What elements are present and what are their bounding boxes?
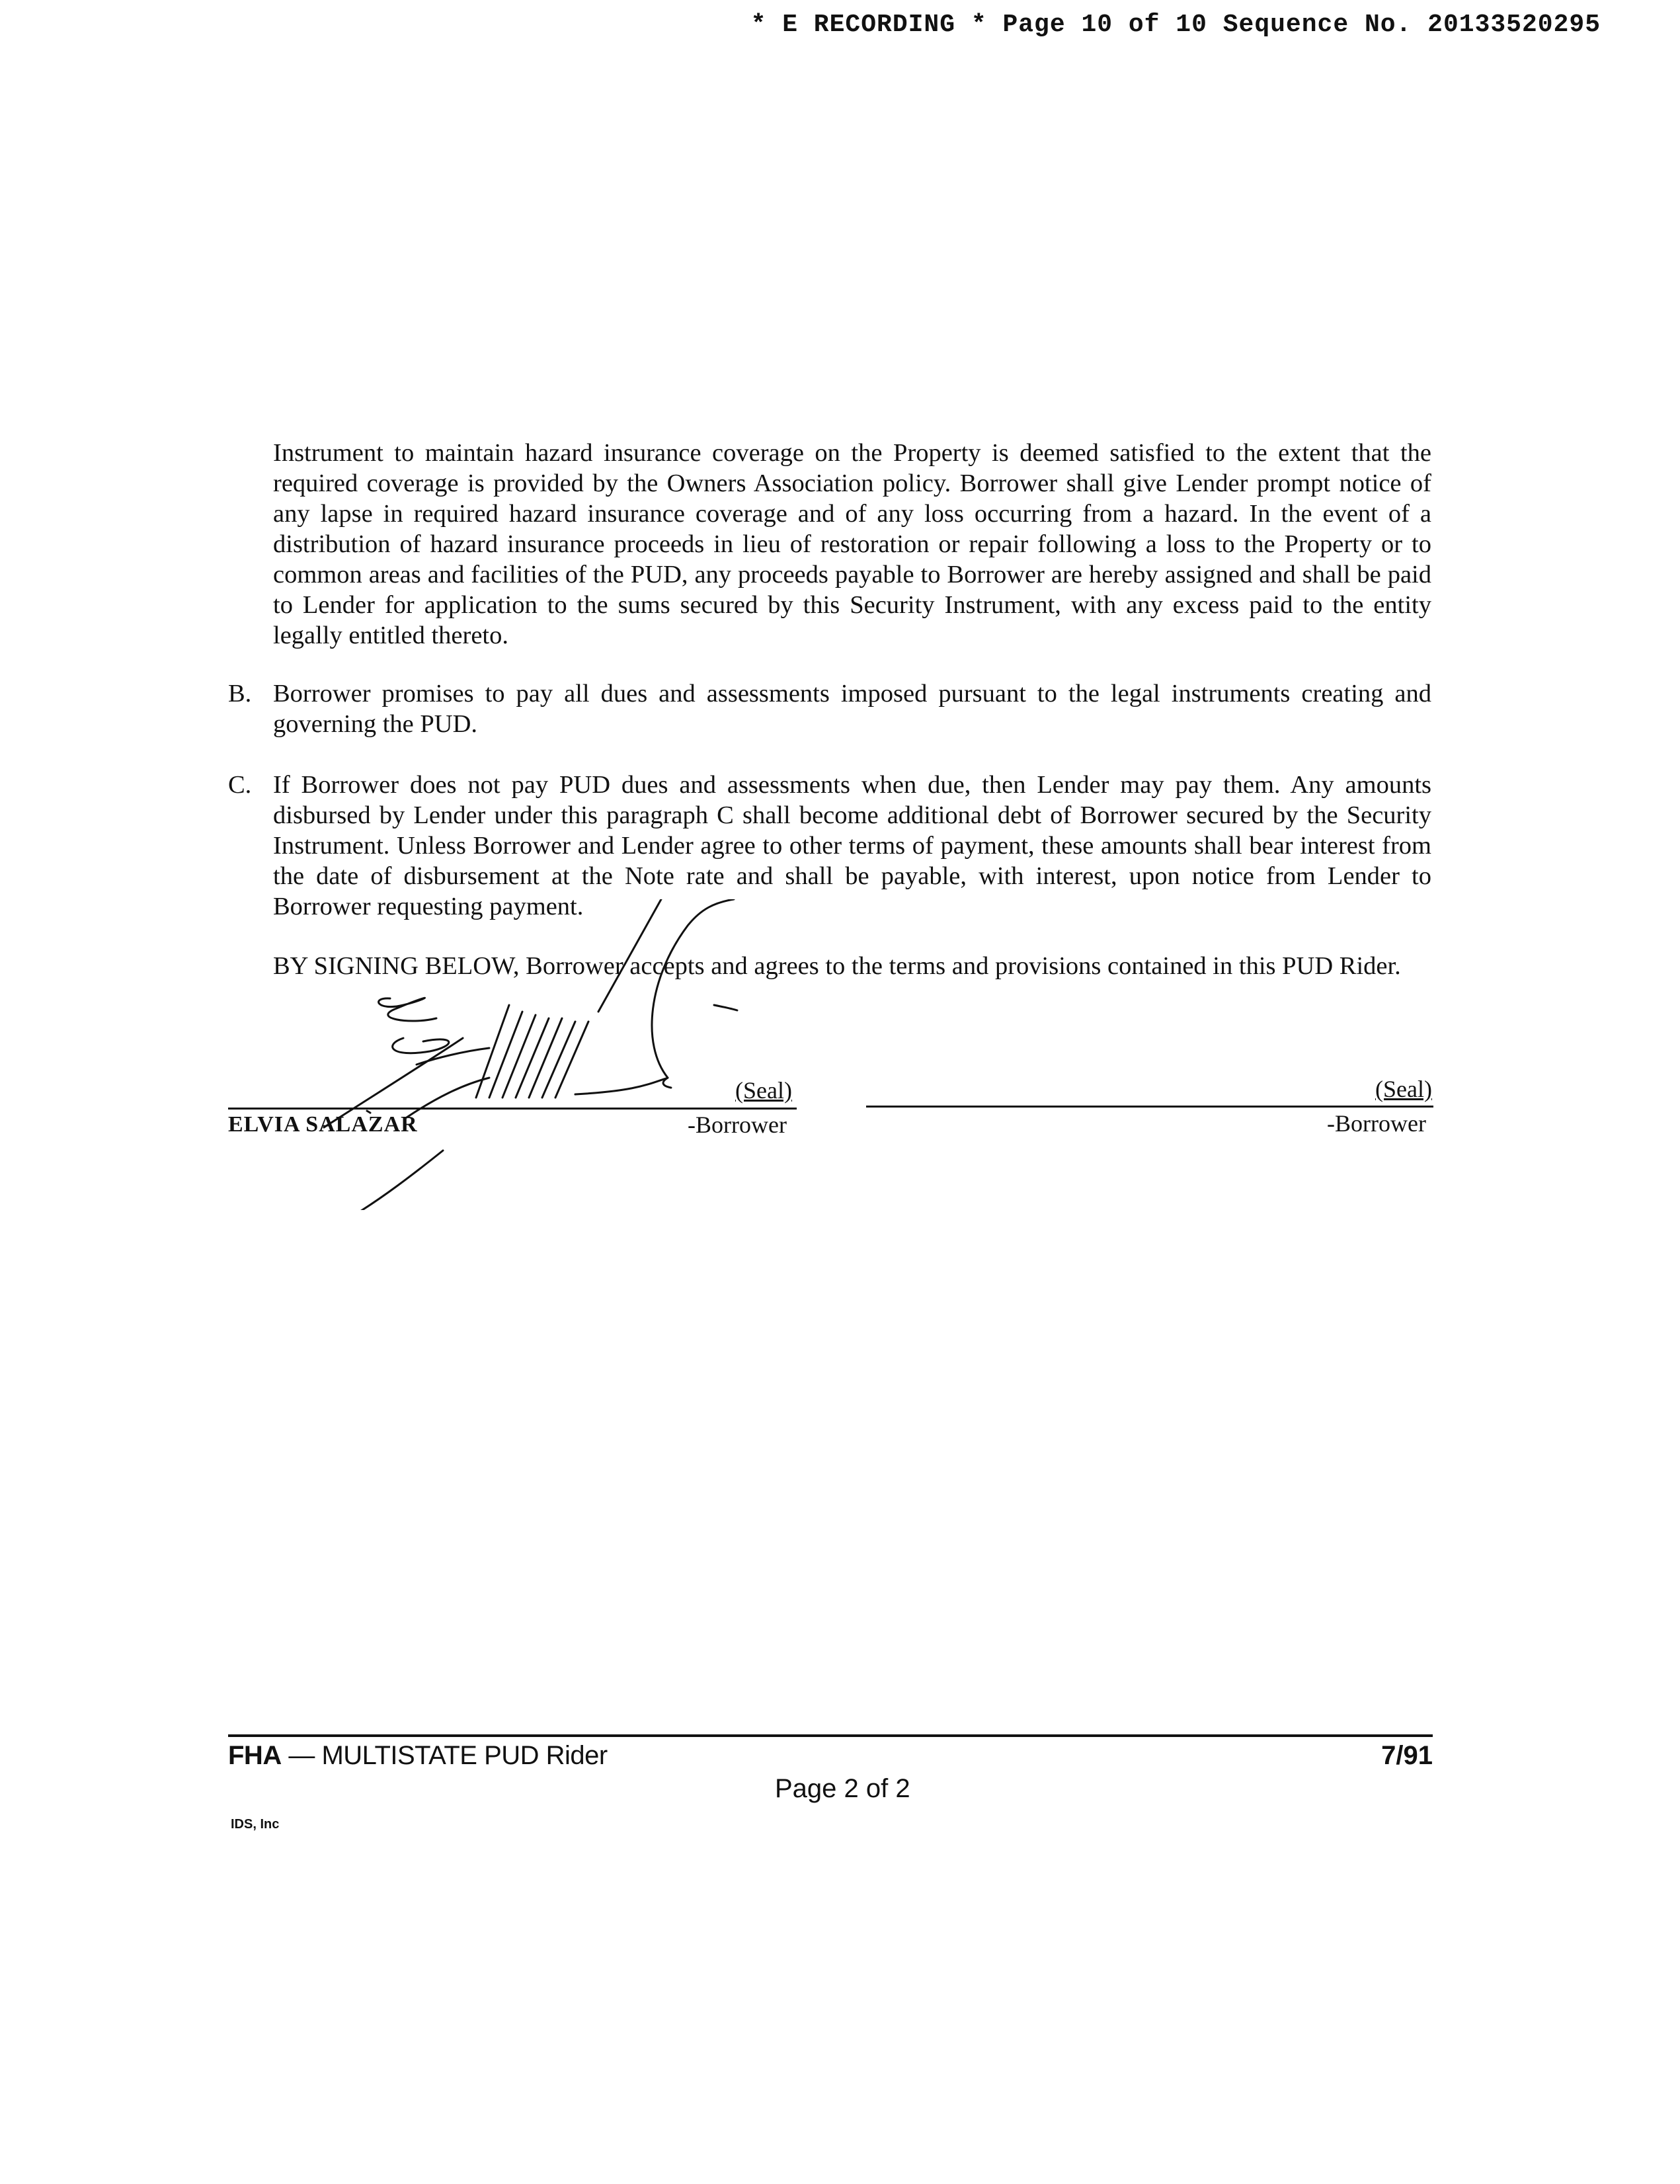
borrower-role-label: -Borrower [1327,1110,1426,1137]
signing-statement: BY SIGNING BELOW, Borrower accepts and agrees to the terms and provisions contained in this PUD Rider. [273,952,1401,980]
handwritten-signature [238,899,780,1210]
page-number: Page 2 of 2 [775,1774,910,1803]
borrower-role-label: -Borrower [688,1112,787,1138]
form-title [228,1741,608,1771]
form-date: 7/91 [1381,1741,1433,1770]
publisher-label: IDS, Inc [231,1817,280,1832]
list-item-text: Borrower promises to pay all dues and assessments imposed pursuant to the legal instruments creating and governing the PUD. [273,680,1431,738]
seal-label: (Seal) [1375,1076,1432,1102]
seal-label: (Seal) [735,1077,792,1104]
form-dash: — [281,1741,322,1770]
form-title-text: MULTISTATE PUD Rider [321,1741,608,1770]
signature-line-borrower-2 [866,1106,1433,1108]
signer-name: ELVIA SALAZAR [228,1112,418,1137]
list-item-letter: C. [228,771,252,799]
continued-paragraph: Instrument to maintain hazard insurance coverage on the Property is deemed satisfied to the extent that the required coverage is provided by the Owners Association policy. Borrower shall give Lender prompt notice of any lapse in required hazard insurance coverage and of any loss occurring from a hazard. In the event of a distribution of hazard insurance proceeds in lieu of restoration or repair following a loss to the Property or to common areas and facilities of the PUD, any proceeds payable to Borrower are hereby assigned and shall be paid to Lender for application to the sums secured by this Security Instrument, with any excess paid to the entity legally entitled thereto. [273,439,1431,649]
list-item-b [228,678,1431,739]
recording-stamp: * E RECORDING * Page 10 of 10 Sequence No. 20133520295 [750,11,1601,39]
form-prefix: FHA [228,1741,282,1770]
list-item-letter: B. [228,680,252,708]
list-item-text: If Borrower does not pay PUD dues and assessments when due, then Lender may pay them. Any amounts disbursed by Lender under this paragraph C shall become additional debt of Borrower secured by the Security Instrument. Unless Borrower and Lender agree to other terms of payment, these amounts shall bear interest from the date of disbursement at the Note rate and shall be payable, with interest, upon notice from Lender to Borrower requesting payment. [273,771,1431,920]
footer-divider [228,1734,1433,1737]
signature-line-borrower-1 [228,1108,797,1110]
